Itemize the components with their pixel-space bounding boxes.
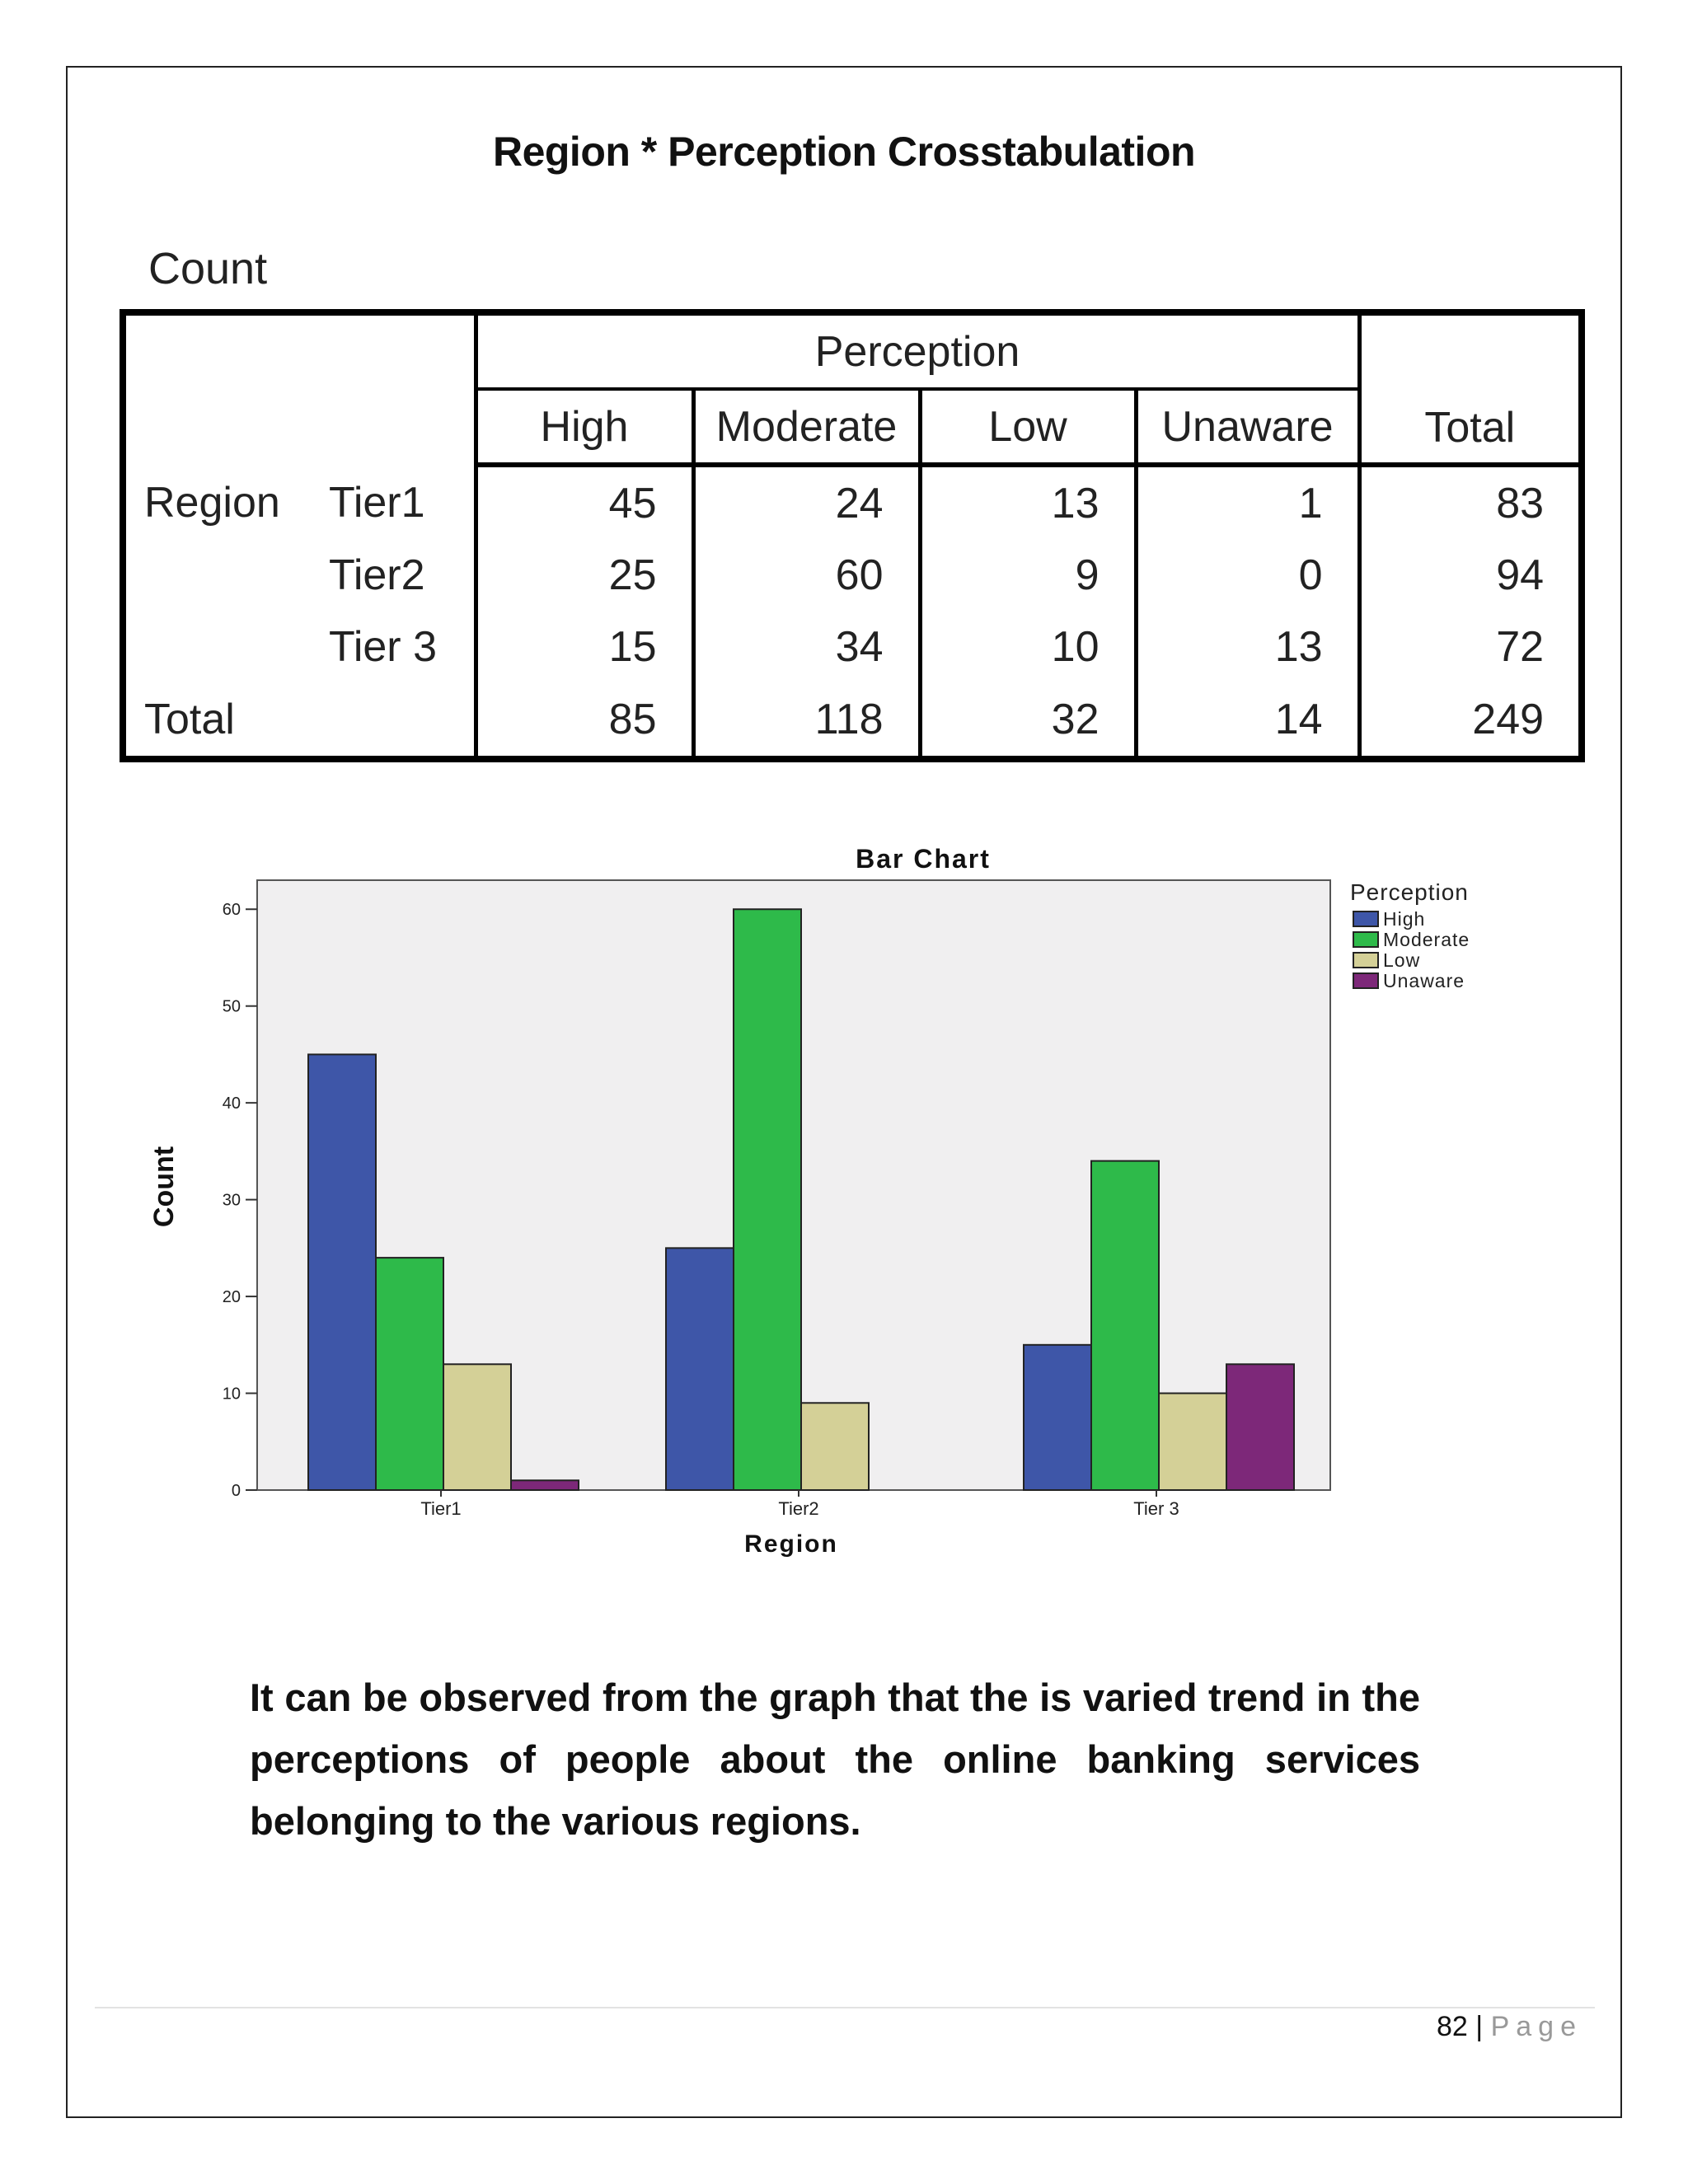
cell: 45 bbox=[608, 480, 657, 528]
cell: 13 bbox=[1136, 612, 1359, 683]
cell: 13 bbox=[920, 465, 1136, 540]
table-row bbox=[123, 612, 1582, 683]
cell: 24 bbox=[693, 465, 920, 540]
count-label: Count bbox=[148, 244, 268, 293]
legend-swatch-moderate bbox=[1353, 932, 1378, 947]
legend-title: Perception bbox=[1350, 879, 1469, 905]
page-footer bbox=[1434, 2011, 1582, 2043]
x-tick-label: Tier1 bbox=[420, 1498, 462, 1519]
row-group-label: Region bbox=[144, 478, 280, 527]
bar-chart bbox=[132, 832, 1550, 1574]
cell: 34 bbox=[693, 612, 920, 683]
header-low: Low bbox=[920, 389, 1136, 465]
y-axis-label: Count bbox=[148, 1146, 180, 1228]
crosstab-title: Region * Perception Crosstabulation bbox=[492, 129, 1196, 175]
row-label: Total bbox=[123, 682, 476, 759]
y-tick-label: 40 bbox=[222, 1094, 241, 1113]
bar-moderate bbox=[376, 1258, 443, 1490]
row-label: Tier 3 bbox=[311, 612, 476, 683]
chart-title: Bar Chart bbox=[856, 844, 991, 874]
header-unaware: Unaware bbox=[1136, 389, 1359, 465]
page-separator: | bbox=[1475, 2011, 1484, 2042]
legend-swatch-low bbox=[1353, 953, 1378, 968]
page-word: Page bbox=[1490, 2011, 1582, 2042]
crosstab-table bbox=[120, 309, 1585, 762]
header-total: Total bbox=[1359, 312, 1582, 465]
y-tick-label: 10 bbox=[222, 1385, 241, 1404]
header-high: High bbox=[476, 389, 693, 465]
y-tick-label: 0 bbox=[231, 1482, 241, 1500]
bar-high bbox=[666, 1248, 734, 1490]
cell: 14 bbox=[1136, 682, 1359, 759]
cell-total: 72 bbox=[1359, 612, 1582, 683]
x-axis-label: Region bbox=[744, 1530, 838, 1558]
cell-total: 83 bbox=[1359, 465, 1582, 540]
legend-label-low: Low bbox=[1383, 949, 1421, 971]
table-row bbox=[123, 540, 1582, 612]
cell-total: 249 bbox=[1359, 682, 1582, 759]
bar-unaware bbox=[1226, 1364, 1294, 1490]
body-paragraph: It can be observed from the graph that the is varied trend in the perceptions of people about the online banking services belonging to the various regions. bbox=[250, 1675, 1420, 1843]
x-tick-label: Tier 3 bbox=[1133, 1498, 1179, 1519]
legend-swatch-unaware bbox=[1353, 973, 1378, 988]
bar-low bbox=[801, 1403, 869, 1490]
bar-unaware bbox=[511, 1480, 579, 1490]
x-tick-label: Tier2 bbox=[778, 1498, 819, 1519]
bar-chart-svg bbox=[132, 832, 1550, 1574]
bar-moderate bbox=[1091, 1161, 1159, 1490]
y-tick-label: 60 bbox=[222, 901, 241, 920]
y-tick-label: 30 bbox=[222, 1191, 241, 1210]
page-number: 82 bbox=[1437, 2011, 1468, 2042]
table-row-total bbox=[123, 682, 1582, 759]
cell: 85 bbox=[608, 695, 657, 743]
legend-label-high: High bbox=[1383, 908, 1426, 930]
cell: 0 bbox=[1136, 540, 1359, 612]
row-group-blank bbox=[123, 540, 311, 612]
legend-swatch-high bbox=[1353, 912, 1378, 926]
cell: 9 bbox=[920, 540, 1136, 612]
cell-total: 94 bbox=[1359, 540, 1582, 612]
bar-high bbox=[308, 1054, 376, 1490]
bar-low bbox=[443, 1364, 511, 1490]
cell: 15 bbox=[608, 623, 657, 672]
header-perception: Perception bbox=[476, 312, 1359, 389]
header-moderate: Moderate bbox=[693, 389, 920, 465]
bar-moderate bbox=[734, 909, 801, 1490]
footer-divider bbox=[95, 2007, 1595, 2008]
table-row bbox=[123, 465, 1582, 540]
legend-label-moderate: Moderate bbox=[1383, 929, 1470, 950]
cell: 10 bbox=[920, 612, 1136, 683]
cell: 32 bbox=[920, 682, 1136, 759]
cell: 1 bbox=[1136, 465, 1359, 540]
cell: 118 bbox=[693, 682, 920, 759]
y-tick-label: 20 bbox=[222, 1288, 241, 1307]
bar-low bbox=[1159, 1394, 1226, 1490]
row-group-blank bbox=[123, 612, 311, 683]
row-label: Tier2 bbox=[311, 540, 476, 612]
cell: 25 bbox=[608, 551, 657, 600]
cell: 60 bbox=[693, 540, 920, 612]
row-label: Tier1 bbox=[311, 465, 476, 540]
legend-label-unaware: Unaware bbox=[1383, 970, 1465, 991]
header-corner bbox=[123, 312, 476, 465]
bar-high bbox=[1024, 1345, 1091, 1490]
y-tick-label: 50 bbox=[222, 997, 241, 1016]
